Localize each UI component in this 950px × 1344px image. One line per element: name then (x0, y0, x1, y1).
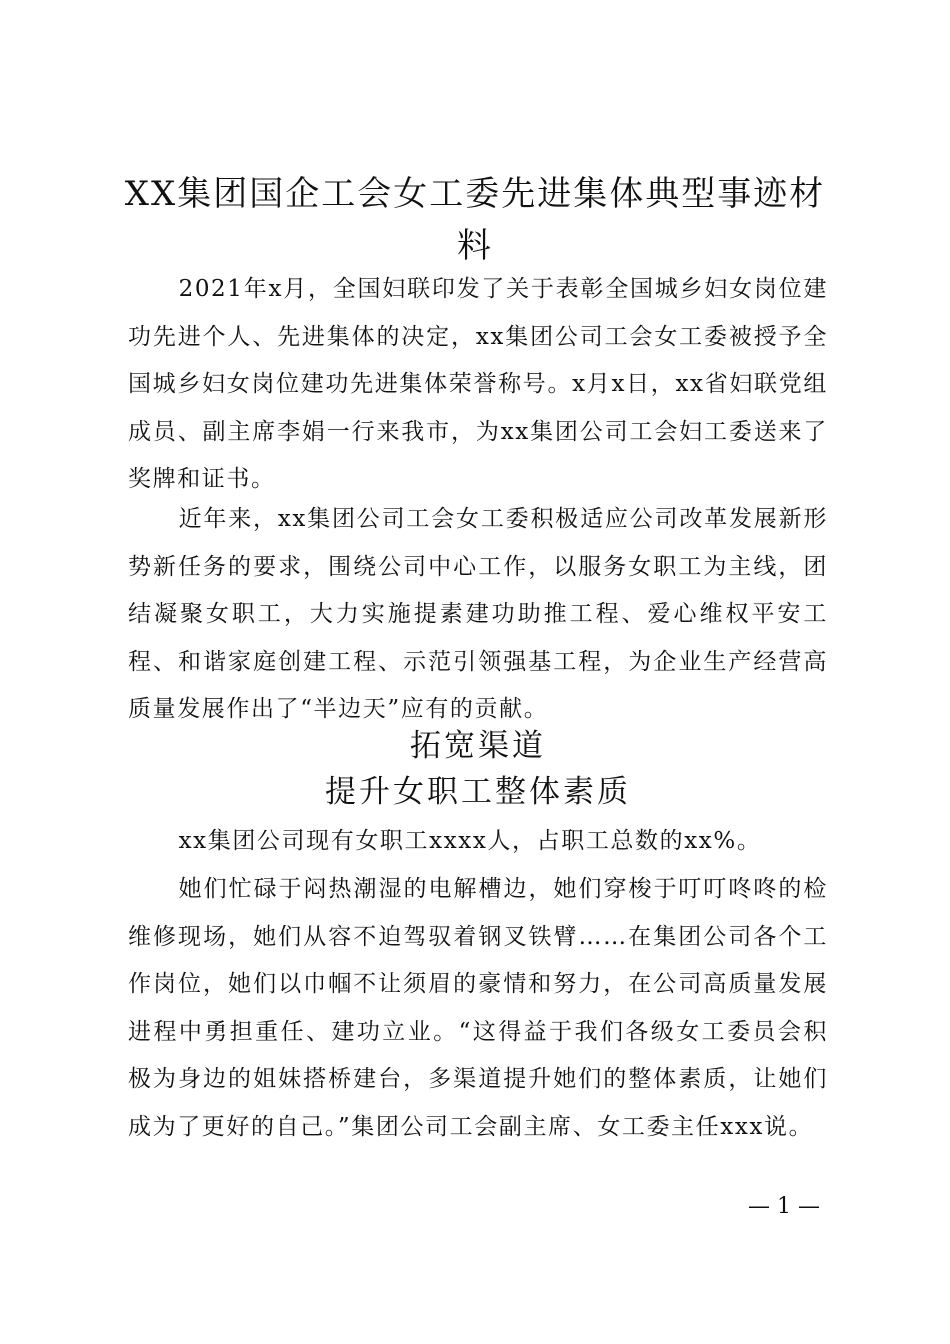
section-heading-line1: 拓宽渠道 (410, 728, 546, 764)
paragraph-staff-story: 她们忙碌于闷热潮湿的电解槽边，她们穿梭于叮叮咚咚的检维修现场，她们从容不迫驾驭着钢叉铁臂……在集团公司各个工作岗位，她们以巾帼不让须眉的豪情和努力，在公司高质量发展进程中勇担重任、建功立业。“这得益于我们各级女工委员会积极为身边的姐妹搭桥建台，多渠道提升她们的整体素质，让她们成为了更好的自己。”集团公司工会副主席、女工委主任xxx说。 (128, 876, 828, 1140)
paragraph-recent-work: 近年来，xx集团公司工会女工委积极适应公司改革发展新形势新任务的要求，围绕公司中心工作，以服务女职工为主线，团结凝聚女职工，大力实施提素建功助推工程、爱心维权平安工程、和谐家庭创建工程、示范引领强基工程，为企业生产经营高质量发展作出了“半边天”应有的贡献。 (128, 506, 828, 722)
document-title: XX集团国企工会女工委先进集体典型事迹材料 (124, 174, 826, 266)
page-number: — 1 — (748, 1194, 820, 1219)
paragraph-staff-count: xx集团公司现有女职工xxxx人，占职工总数的xx%。 (178, 828, 762, 854)
paragraph-award-announcement: 2021年x月，全国妇联印发了关于表彰全国城乡妇女岗位建功先进个人、先进集体的决定，xx集团公司工会女工委被授予全国城乡妇女岗位建功先进集体荣誉称号。x月x日，xx省妇联党组成员、副主席李娟一行来我市，为xx集团公司工会妇工委送来了奖牌和证书。 (128, 276, 828, 492)
section-heading-line2: 提升女职工整体素质 (325, 774, 631, 810)
